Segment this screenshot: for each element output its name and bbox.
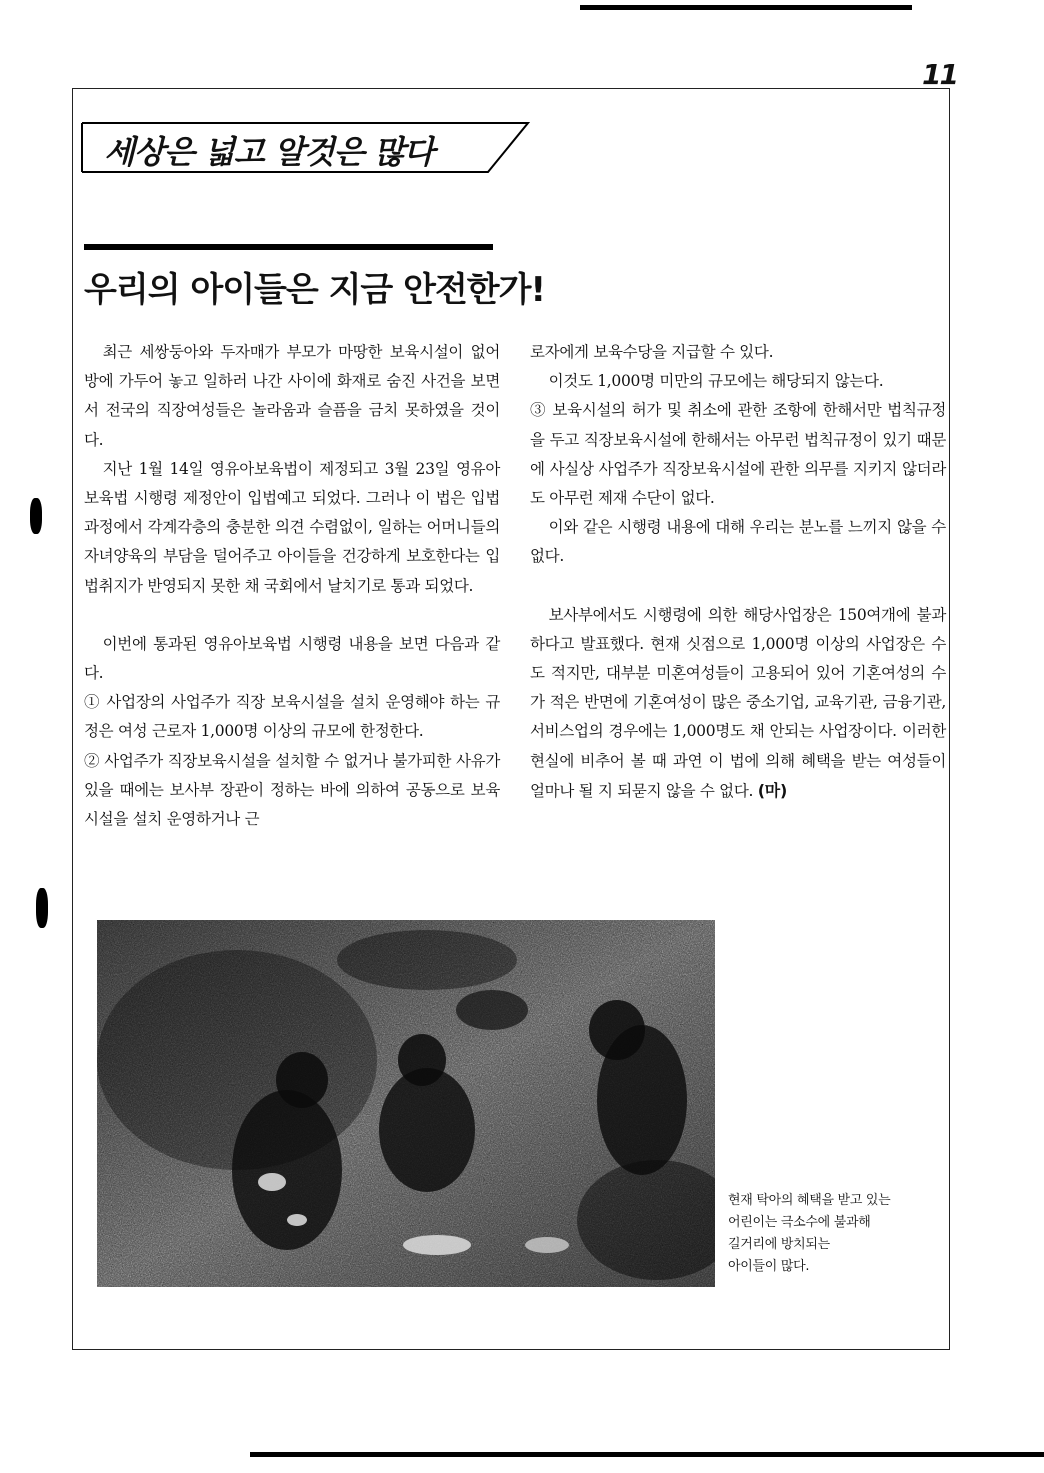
page-number: 11 bbox=[922, 58, 957, 91]
top-rule bbox=[580, 5, 912, 10]
article-left-column bbox=[84, 338, 500, 834]
paragraph: 지난 1월 14일 영유아보육법이 제정되고 3월 23일 영유아보육법 시행령 제정안이 입법예고 되었다. 그러나 이 법은 입법과정에서 각계각층의 충분한 의견 수렴없이, 일하는 어머니들의 자녀양육의 부담을 덜어주고 아이들을 건강하게 보호한다는 입법취지가 반영되지 못한 채 국회에서 날치기로 통과 되었다. bbox=[84, 459, 500, 595]
author-mark: (마) bbox=[757, 780, 787, 800]
photo-caption bbox=[728, 1190, 948, 1278]
series-title: 세상은 넓고 알것은 많다 bbox=[104, 133, 434, 171]
children-playing-photo-icon bbox=[97, 920, 715, 1287]
paragraph: 이것도 1,000명 미만의 규모에는 해당되지 않는다. bbox=[548, 372, 884, 391]
article-right-column bbox=[530, 338, 946, 806]
binding-mark bbox=[36, 888, 48, 928]
paragraph: 이번에 통과된 영유아보육법 시행령 내용을 보면 다음과 같다. bbox=[84, 634, 500, 683]
paragraph: 이와 같은 시행령 내용에 대해 우리는 분노를 느끼지 않을 수 없다. bbox=[530, 518, 946, 566]
paragraph-text: 보사부에서도 시행령에 의한 해당사업장은 150여개에 불과하다고 발표했다. 현재 싯점으로 1,000명 이상의 사업장은 수도 적지만, 대부분 미혼여성들이 고용되어 있어 기혼여성의 수가 적은 반면에 기혼여성이 많은 중소기업, 교육기관, 금융기관, 서비스업의 경우에는 1,000명도 채 안되는 사업장이다. 이러한 현실에 비추어 볼 때 과연 이 법에 의해 혜택을 받는 여성들이 얼마나 될 지 되묻지 않을 수 없다. bbox=[530, 605, 946, 800]
caption-line: 길거리에 방치되는 bbox=[728, 1237, 830, 1252]
series-header bbox=[80, 120, 540, 176]
caption-line: 현재 탁아의 혜택을 받고 있는 bbox=[728, 1193, 891, 1208]
article-title: 우리의 아이들은 지금 안전한가! bbox=[84, 270, 545, 310]
bottom-rule bbox=[250, 1452, 1044, 1457]
paragraph: 로자에게 보육수당을 지급할 수 있다. bbox=[530, 343, 774, 361]
paragraph bbox=[530, 601, 946, 806]
list-item: ② 사업주가 직장보육시설을 설치할 수 없거나 불가피한 사유가 있을 때에는 보사부 장관이 정하는 바에 의하여 공동으로 보육시설을 설치 운영하거나 근 bbox=[84, 751, 500, 829]
binding-mark bbox=[30, 498, 42, 534]
list-item: ① 사업장의 사업주가 직장 보육시설을 설치 운영해야 하는 규정은 여성 근로자 1,000명 이상의 규모에 한정한다. bbox=[84, 693, 500, 741]
paragraph: 최근 세쌍둥아와 두자매가 부모가 마땅한 보육시설이 없어 방에 가두어 놓고 일하러 나간 사이에 화재로 숨진 사건을 보면서 전국의 직장여성들은 놀라움과 슬픔을 금치 못하였을 것이다. bbox=[84, 343, 500, 449]
title-rule bbox=[84, 244, 493, 250]
caption-line: 어린이는 극소수에 불과해 bbox=[728, 1215, 871, 1230]
caption-line: 아이들이 많다. bbox=[728, 1259, 810, 1274]
list-item: ③ 보육시설의 허가 및 취소에 관한 조항에 한해서만 법칙규정을 두고 직장보육시설에 한해서는 아무런 법칙규정이 있기 때문에 사실상 사업주가 직장보육시설에 관한 의무를 지키지 않더라도 아무런 제재 수단이 없다. bbox=[530, 401, 946, 508]
